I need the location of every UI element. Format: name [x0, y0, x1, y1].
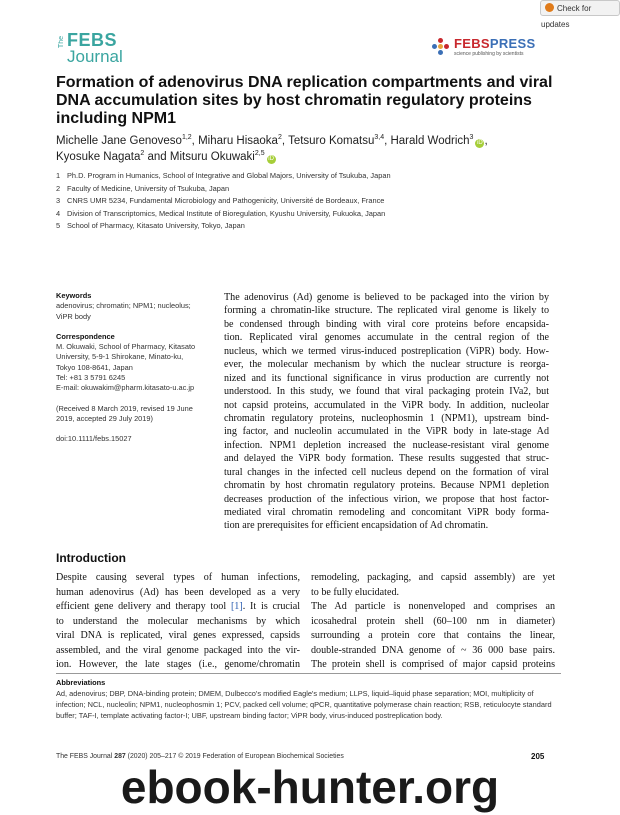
body-text-line: viral DNA is replicated, viral genes expressed, capsids	[56, 630, 300, 641]
body-text-line: surrounding a protein core that contains the linear,	[311, 630, 555, 641]
page-footer	[56, 753, 344, 760]
correspondence-line: University, 5-9-1 Shirokane, Minato-ku,	[56, 352, 184, 362]
affiliation-text: Faculty of Medicine, University of Tsukuba, Japan	[67, 183, 230, 193]
keywords-heading: Keywords	[56, 291, 92, 300]
abstract-line: ever, the molecular mechanism by which the nuclear structure is reorga-	[224, 359, 549, 371]
author-affiliation-mark: 3	[469, 134, 474, 142]
abstract-line: mediated viral chromatin remodeling and concomitant ViPR body forma-	[224, 507, 549, 518]
abbreviations-heading: Abbreviations	[56, 678, 106, 687]
affiliation-number: 5	[56, 221, 61, 231]
affiliation	[56, 195, 576, 208]
author	[390, 135, 484, 147]
body-text-line: remodeling, packaging, and capsid assembly) are yet	[311, 572, 555, 583]
watermark	[0, 761, 620, 815]
author	[170, 151, 276, 163]
abstract-line: ing factor, and nucleolin accumulated in the ViPR body in late-stage Ad	[224, 426, 549, 438]
introduction-heading: Introduction	[56, 551, 126, 565]
affiliation-text: School of Pharmacy, Kitasato University, Tokyo, Japan	[67, 221, 245, 231]
logo-the: The	[58, 36, 65, 49]
abbreviations-text: Ad, adenovirus; DBP, DNA-binding protein; DMEM, Dulbecco's modified Eagle's medium; LLPS, liquid–liquid phase separation; MOI, multiplicity of infection; NCL, nucleolin; NPM1, nucleophosmin 1; PCV, packed cell volume; qPCR, quantitative polymerase chain reaction; RSB, reticulocyte standard buffer; TAF-I, template activating factor-I; UBF, upstream binding factor; ViPR body, virus-induced postreplication body.	[56, 689, 552, 721]
body-text-line: Despite causing several types of human infections,	[56, 572, 300, 583]
article-info-sidebar	[56, 291, 216, 445]
affiliation-number: 3	[56, 196, 61, 206]
author-affiliation-mark: 2	[140, 150, 145, 158]
abstract-line: be condensed through binding with viral core proteins before encapsida-	[224, 318, 549, 330]
abstract-line: nized and its functional significance in virus production are currently not	[224, 372, 549, 384]
abbreviations-divider	[56, 673, 561, 674]
body-text-line: The protein shell is comprised of major capsid proteins	[311, 659, 555, 670]
body-text-line: double-stranded DNA genome of ~ 36 000 base pairs.	[311, 644, 555, 656]
article-title: Formation of adenovirus DNA replication compartments and viral DNA accumulation sites by host chromatin regulatory proteins including NPM1	[56, 74, 553, 127]
correspondence-line: Tokyo 108-8641, Japan	[56, 362, 133, 372]
update-icon	[545, 3, 554, 12]
correspondence-line: Tel: +81 3 5791 6245	[56, 373, 126, 383]
body-text-line: efficient gene delivery and therapy tool [1]. It is crucial	[56, 601, 301, 612]
author-affiliation-mark: 2,5	[254, 150, 265, 158]
abstract-line: forming a chromatin-like structure. The replicated viral genome is likely to	[224, 305, 549, 317]
author-affiliation-mark: 1,2	[181, 134, 192, 142]
intro-column-right	[311, 571, 555, 673]
check-for-updates-badge[interactable]	[540, 0, 620, 29]
update-label: Check for updates	[541, 4, 592, 29]
logo-febs: FEBS	[67, 30, 118, 50]
affiliation-number: 4	[56, 208, 61, 218]
affiliation	[56, 170, 576, 183]
author-name: Michelle Jane Genoveso	[56, 135, 182, 147]
affiliation-list	[56, 170, 576, 233]
press-dots-icon	[432, 38, 450, 56]
affiliation-number: 1	[56, 171, 61, 180]
body-text-line: to understand the molecular mechanisms by which	[56, 615, 300, 627]
abstract-line: infection. NPM1 depletion increased the nuclease-resistant viral genome	[224, 439, 549, 451]
abstract-line: decreases production of the infectious virion, we propose that host factor-	[224, 493, 549, 505]
press-name: FEBSPRESS	[454, 36, 536, 51]
watermark-text: ebook-hunter.org	[120, 761, 500, 813]
author-affiliation-mark: 2	[277, 134, 282, 142]
abstract-line: chromatin regulatory proteins, nucleophosmin 1 (NPM1), upstream bind-	[224, 412, 549, 424]
press-tagline: science publishing by scientists	[454, 51, 524, 57]
footer-journal: The FEBS Journal	[56, 753, 113, 760]
body-text-line: ion. However, the late stages (i.e., genome/chromatin	[56, 659, 300, 670]
intro-column-left	[56, 571, 300, 673]
footer-citation: (2020) 205–217 © 2019 Federation of European Biochemical Societies	[127, 753, 344, 760]
author-name: Miharu Hisaoka	[198, 135, 278, 147]
affiliation	[56, 220, 576, 233]
author	[198, 135, 282, 147]
author-name: Mitsuru Okuwaki	[169, 151, 255, 163]
abstract-line: tion are prerequisites for efficient encapsidation of Ad chromatin.	[224, 520, 489, 532]
abstract-line: nucleus, which we termed virus-induced postreplication (ViPR) body. How-	[224, 345, 549, 357]
affiliation	[56, 183, 576, 196]
orcid-icon[interactable]: iD	[477, 140, 483, 146]
abstract	[224, 291, 549, 533]
page-number: 205	[531, 752, 545, 761]
author-list: Michelle Jane Genoveso$^{1,2}$, Miharu Hisaoka$^2$, Tetsuro Komatsu$^{3,4}$, Harald Wodrich$^3$iD , Kyosuke Nagata$^2$ and Mitsuru Okuwaki$^{2,5}$iD	[56, 134, 488, 163]
abstract-line: understood. In this study, we found that viral packaging protein IVa2, but	[224, 386, 549, 398]
abstract-line: tion. Replicated viral genomes accumulate in the central region of the	[224, 332, 549, 344]
orcid-icon[interactable]: iD	[268, 156, 274, 162]
received-line: (Received 8 March 2019, revised 19 June	[56, 403, 193, 413]
abstract-line: The adenovirus (Ad) genome is believed to be packaged into the virion by	[224, 292, 549, 303]
author	[56, 135, 192, 147]
correspondence-heading: Correspondence	[56, 331, 115, 341]
keywords-line: ViPR body	[56, 311, 91, 321]
citation-link[interactable]: [1]	[230, 601, 243, 612]
affiliation-text: Division of Transcriptomics, Medical Institute of Bioregulation, Kyushu University, Fukuoka, Japan	[67, 208, 386, 218]
author-name: Harald Wodrich	[390, 135, 470, 147]
febs-press-logo	[432, 36, 542, 62]
footer-volume: 287	[114, 753, 126, 760]
author-name: Tetsuro Komatsu	[288, 135, 375, 147]
abstract-line: and delayed the ViPR body formation. These results suggested that struc-	[224, 453, 549, 465]
author-name: Kyosuke Nagata	[56, 151, 141, 163]
abstract-line: not capsid proteins, accumulated in the ViPR body. In addition, nucleolar	[224, 399, 549, 411]
affiliation-text: CNRS UMR 5234, Fundamental Microbiology and Pathogenicity, Université de Bordeaux, France	[67, 196, 385, 206]
correspondence-line: M. Okuwaki, School of Pharmacy, Kitasato	[56, 342, 196, 352]
body-text-line: to be fully elucidated.	[311, 586, 400, 598]
body-text-line: icosahedral protein shell (60–100 nm in diameter)	[311, 615, 555, 627]
author	[56, 151, 144, 163]
affiliation-number: 2	[56, 183, 61, 193]
body-text-line: human adenovirus (Ad) has been developed as a very	[56, 586, 300, 598]
received-line: 2019, accepted 29 July 2019)	[56, 413, 153, 423]
author-affiliation-mark: 3,4	[374, 134, 385, 142]
affiliation-text: Ph.D. Program in Humanics, School of Integrative and Global Majors, University of Tsukuba, Japan	[67, 171, 391, 180]
correspondence-email[interactable]: E-mail: okuwakim@pharm.kitasato-u.ac.jp	[56, 383, 195, 393]
abstract-line: tural changes in the infected cell nucleus depend on the formation of viral	[224, 466, 549, 478]
body-text-line: assembled, and the viral genome packaged into the vir-	[56, 644, 300, 656]
logo-journal: Journal	[67, 47, 123, 66]
affiliation	[56, 208, 576, 221]
abstract-line: chromatin by host chromatin regulatory proteins. Because NPM1 depletion	[224, 480, 549, 492]
keywords-line: adenovirus; chromatin; NPM1; nucleolus;	[56, 301, 191, 311]
author	[288, 135, 384, 147]
doi-link[interactable]: doi:10.1111/febs.15027	[56, 434, 132, 444]
body-text-line: The Ad particle is nonenveloped and comprises an	[311, 601, 555, 612]
